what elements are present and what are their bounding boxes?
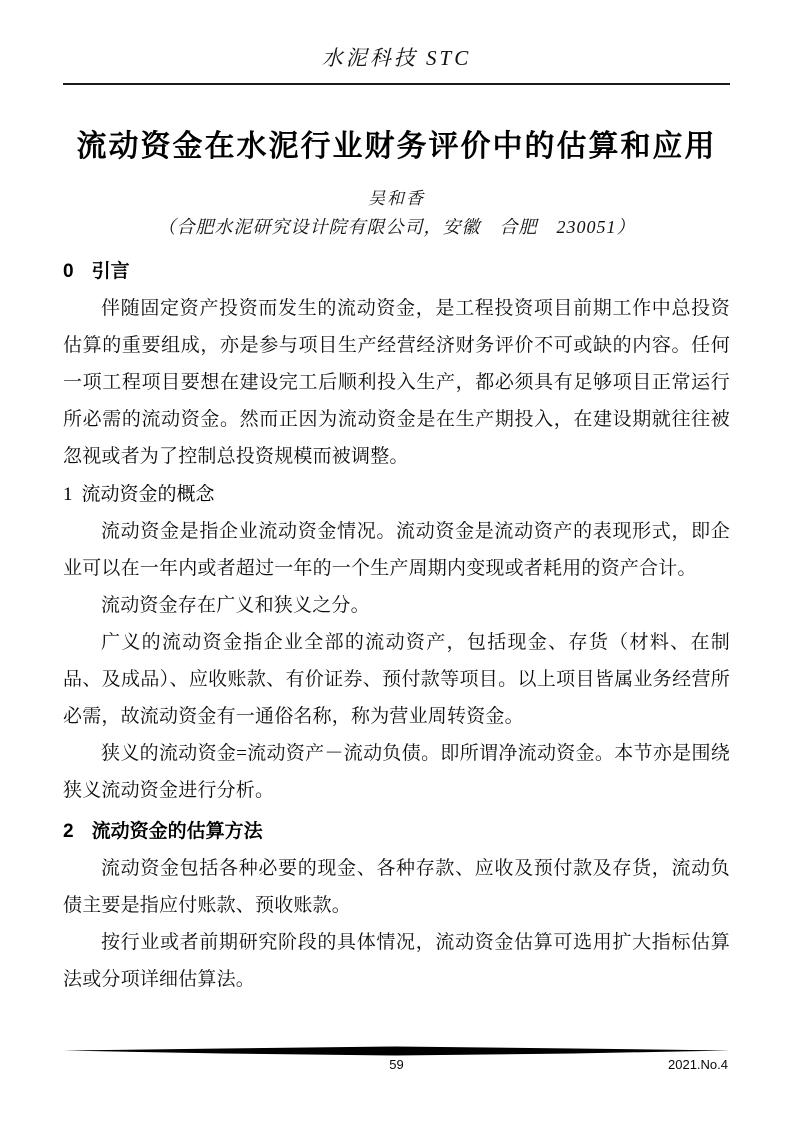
paragraph: 流动资金是指企业流动资金情况。流动资金是流动资产的表现形式，即企业可以在一年内或者超过一年的一个生产周期内变现或者耗用的资产合计。 bbox=[63, 521, 730, 579]
footer-row bbox=[63, 1057, 730, 1075]
article-title: 流动资金在水泥行业财务评价中的估算和应用 bbox=[76, 130, 717, 163]
paragraph: 流动资金存在广义和狭义之分。 bbox=[101, 595, 370, 616]
footer-divider-lens bbox=[63, 1046, 730, 1056]
section-heading-1 bbox=[63, 481, 730, 509]
section-title: 引言 bbox=[91, 261, 130, 282]
paragraph: 伴随固定资产投资而发生的流动资金，是工程投资项目前期工作中总投资估算的重要组成，亦是参与项目生产经营经济财务评价不可或缺的内容。任何一项工程项目要想在建设完工后顺利投入生产，都必须具有足够项目正常运行所必需的流动资金。然而正因为流动资金是在生产期投入，在建设期就往往被忽视或者为了控制总投资规模而被调整。 bbox=[63, 298, 730, 467]
paragraph: 流动资金包括各种必要的现金、各种存款、应收及预付款及存货，流动负债主要是指应付账款、预收账款。 bbox=[63, 858, 730, 916]
journal-title: 水泥科技 STC bbox=[321, 46, 472, 70]
section-title: 流动资金的估算方法 bbox=[91, 821, 263, 842]
paragraph: 狭义的流动资金=流动资产－流动负债。即所谓净流动资金。本节亦是围绕狭义流动资金进行分析。 bbox=[63, 743, 730, 801]
section-heading-2 bbox=[63, 818, 730, 846]
section-number: 0 bbox=[63, 261, 74, 282]
paragraph: 按行业或者前期研究阶段的具体情况，流动资金估算可选用扩大指标估算法或分项详细估算法。 bbox=[63, 932, 730, 990]
article-affiliation: （合肥水泥研究设计院有限公司，安徽 合肥 230051） bbox=[157, 217, 636, 237]
paragraph: 广义的流动资金指企业全部的流动资产，包括现金、存货（材料、在制品、及成品）、应收账款、有价证券、预付款等项目。以上项目皆属业务经营所必需，故流动资金有一通俗名称，称为营业周转资金。 bbox=[63, 632, 730, 727]
journal-header bbox=[63, 44, 730, 85]
section-title: 流动资金的概念 bbox=[81, 484, 215, 505]
page-footer bbox=[63, 1046, 730, 1075]
section-number: 2 bbox=[63, 821, 74, 842]
section-number: 1 bbox=[63, 484, 73, 505]
article-author: 吴和香 bbox=[368, 189, 425, 208]
page-number: 59 bbox=[389, 1057, 404, 1072]
issue-label: 2021.No.4 bbox=[668, 1057, 728, 1072]
section-heading-0 bbox=[63, 258, 730, 286]
